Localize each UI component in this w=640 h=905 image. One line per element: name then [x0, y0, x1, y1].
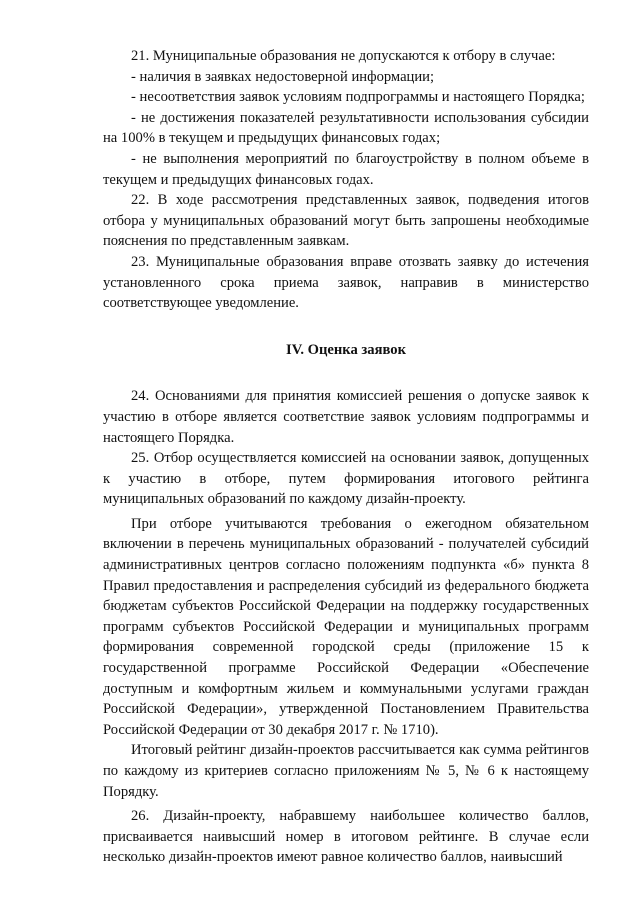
paragraph-22: 22. В ходе рассмотрения представленных заявок, подведения итогов отбора у муниципальных образований могут быть запрошены необходимые пояснения по представленным заявкам. — [103, 192, 589, 250]
list-item-inaccurate-info: - наличия в заявках недостоверной информации; — [131, 68, 435, 85]
list-item-nonconformity: - несоответствия заявок условиям подпрограммы и настоящего Порядка; — [131, 89, 585, 106]
list-item-activities-not-completed: - не выполнения мероприятий по благоустройству в полном объеме в текущем и предыдущих финансовых годах. — [103, 150, 589, 188]
paragraph-25-requirements: При отборе учитываются требования о ежегодном обязательном включении в перечень муниципальных образований - получателей субсидий административных центров согласно положениям подпункта «б» пункта 8 Правил предоставления и распределения субсидий из федерального бюджета бюджетам субъектов Российской Федерации на поддержку государственных программ субъектов Российской Федерации и муниципальных программ формирования современной городской среды (приложение 15 к государственной программе Российской Федерации «Обеспечение доступным и комфортным жильем и коммунальными услугами граждан Российской Федерации», утвержденной Постановлением Правительства Российской Федерации от 30 декабря 2017 г. № 1710). — [103, 515, 589, 738]
paragraph-24: 24. Основаниями для принятия комиссией решения о допуске заявок к участию в отборе является соответствие заявок условиям подпрограммы и настоящего Порядка. — [103, 388, 589, 446]
paragraph-26: 26. Дизайн-проекту, набравшему наибольшее количество баллов, присваивается наивысший номер в итоговом рейтинге. В случае если несколько дизайн-проектов имеют равное количество баллов, наивысший — [103, 808, 589, 866]
paragraph-25-rating: Итоговый рейтинг дизайн-проектов рассчитывается как сумма рейтингов по каждому из критериев согласно приложениям № 5, № 6 к настоящему Порядку. — [103, 742, 589, 800]
paragraph-23: 23. Муниципальные образования вправе отозвать заявку до истечения установленного срока приема заявок, направив в министерство соответствующее уведомление. — [103, 253, 589, 312]
document-page — [103, 46, 589, 868]
paragraph-21: 21. Муниципальные образования не допускаются к отбору в случае: — [131, 48, 556, 64]
section-heading: IV. Оценка заявок — [286, 341, 406, 358]
list-item-performance-indicators: - не достижения показателей результативности использования субсидии на 100% в текущем и предыдущих финансовых годах; — [103, 109, 589, 147]
paragraph-25: 25. Отбор осуществляется комиссией на основании заявок, допущенных к участию в отборе, путем формирования итогового рейтинга муниципальных образований по каждому дизайн-проекту. — [103, 450, 589, 508]
